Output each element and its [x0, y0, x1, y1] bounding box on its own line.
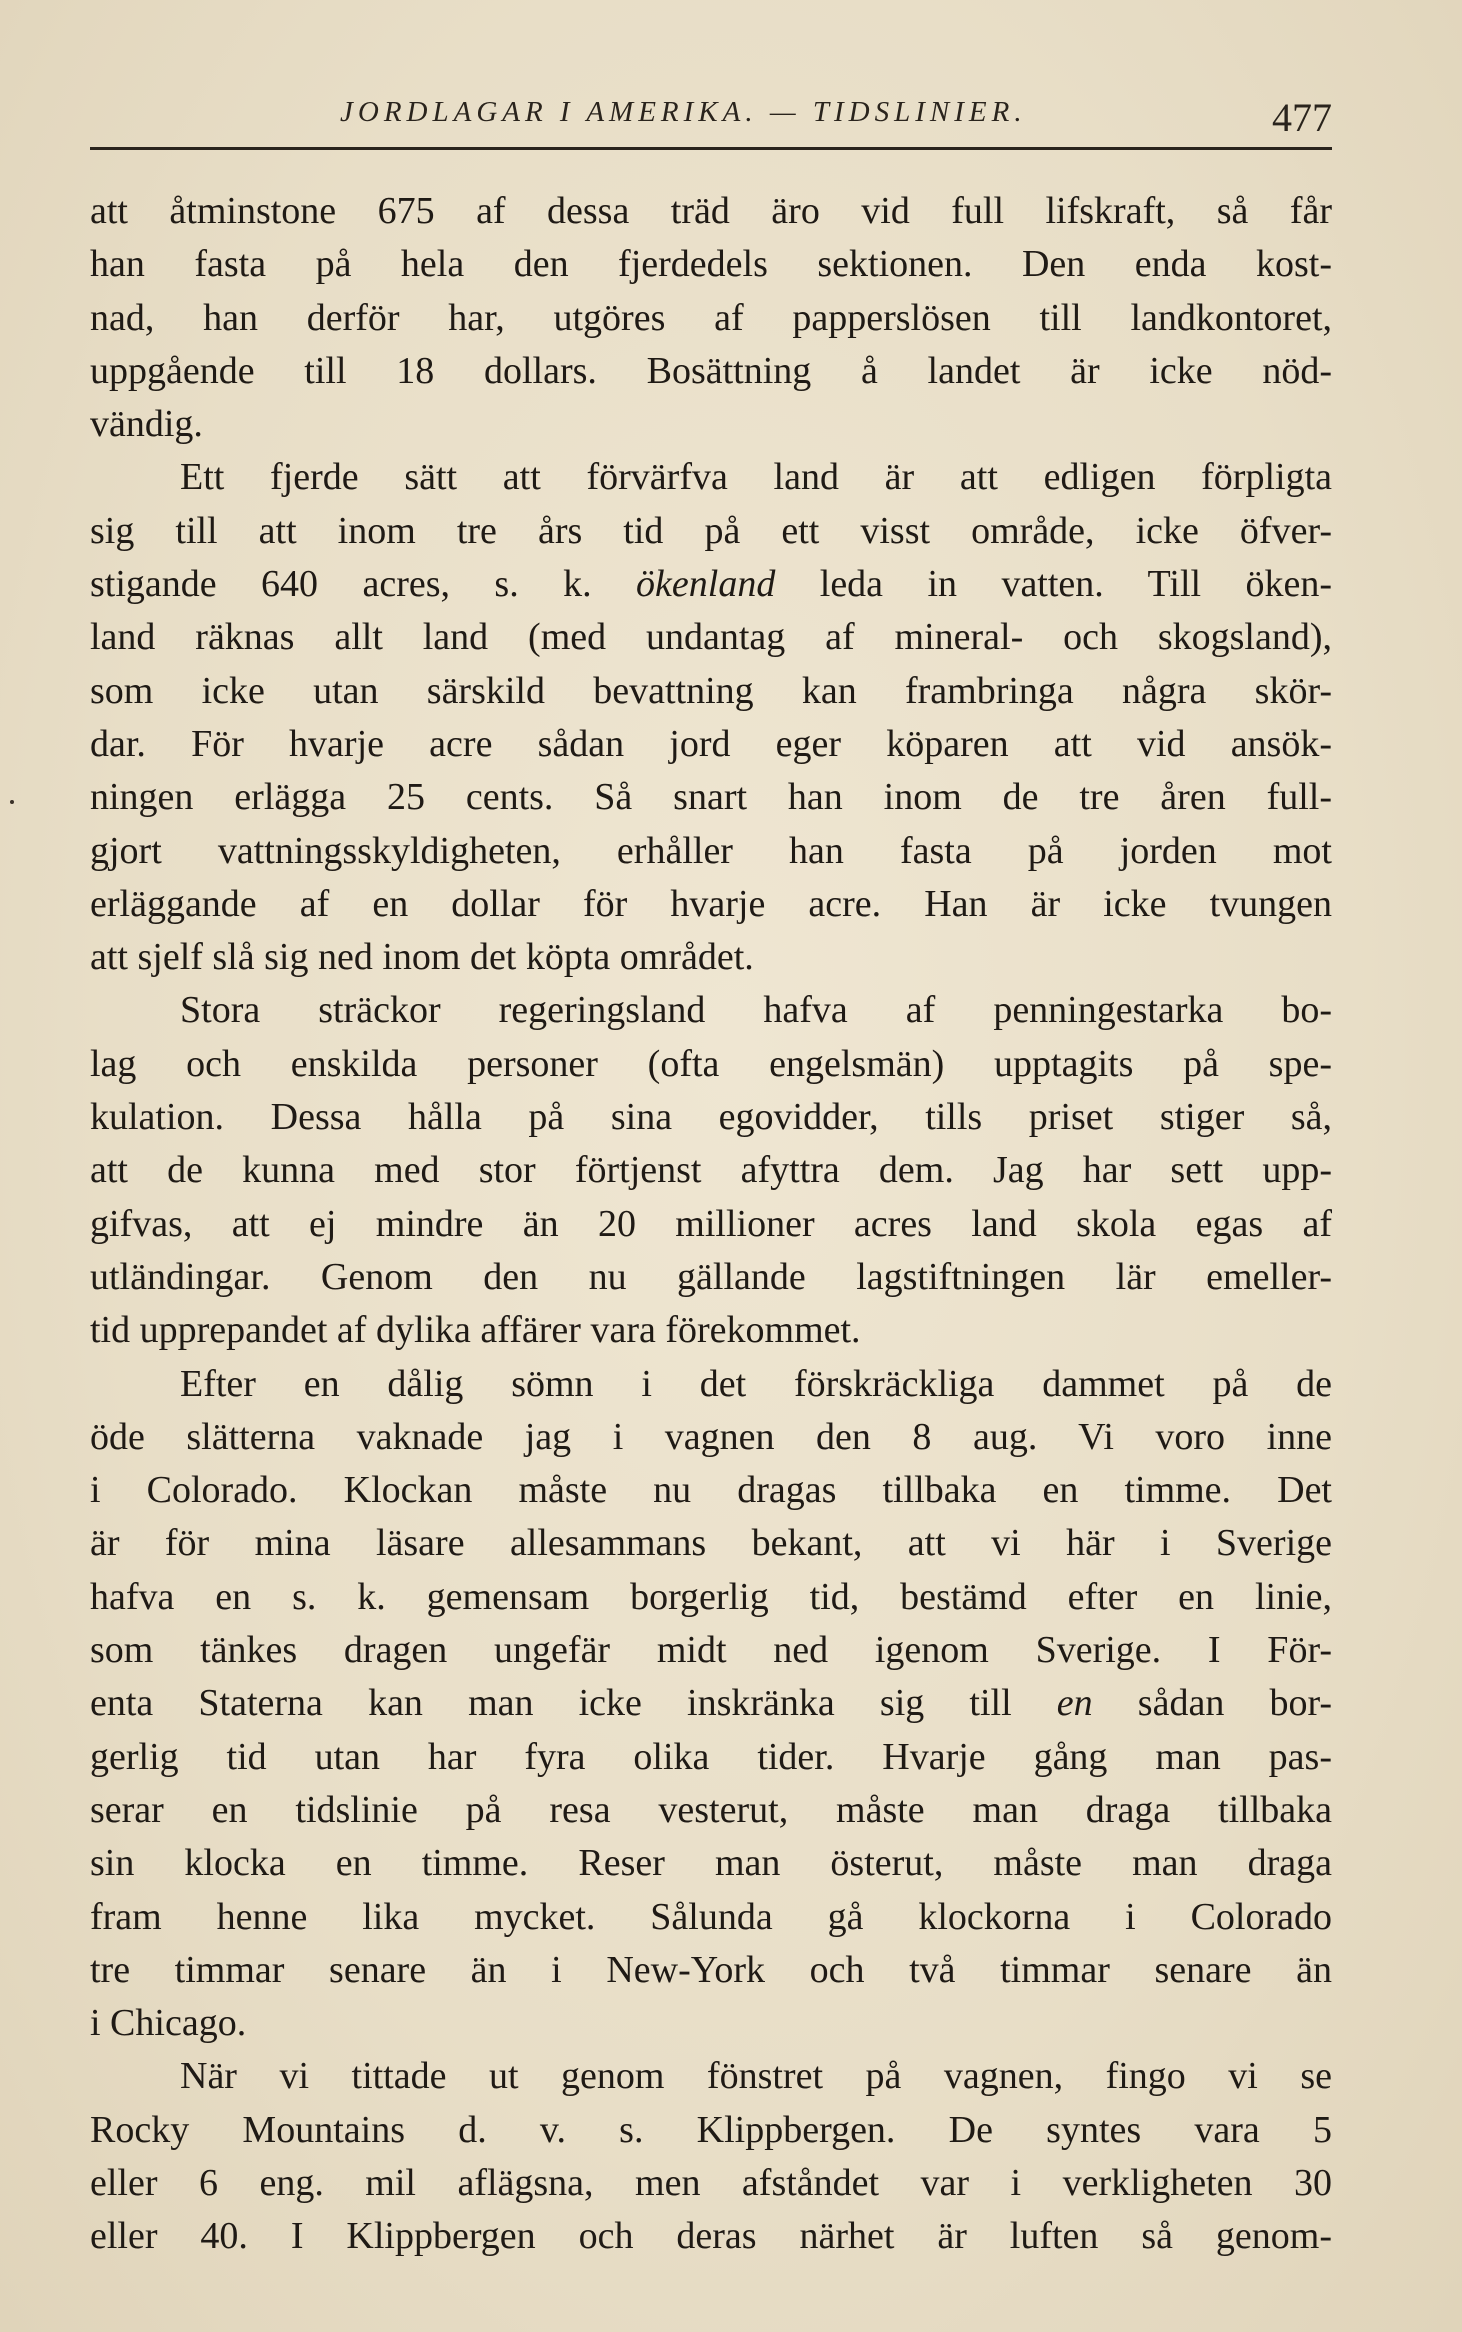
- text-line: som tänkes dragen ungefär midt ned igenom Sverige. I För-: [90, 1629, 1332, 1672]
- text-line: vändig.: [90, 403, 203, 446]
- text-line: kulation. Dessa hålla på sina egovidder, tills priset stiger så,: [90, 1096, 1332, 1139]
- text-line: hafva en s. k. gemensam borgerlig tid, bestämd efter en linie,: [90, 1575, 1332, 1618]
- running-title: JORDLAGAR I AMERIKA. — TIDSLINIER.: [340, 96, 1027, 128]
- text-line: serar en tidslinie på resa vesterut, måste man draga tillbaka: [90, 1788, 1332, 1831]
- body-text: [90, 185, 1332, 2264]
- text-line: som icke utan särskild bevattning kan frambringa några skör-: [90, 669, 1332, 712]
- text-line: han fasta på hela den fjerdedels sektionen. Den enda kost-: [90, 243, 1332, 286]
- text-line: eller 6 eng. mil aflägsna, men afståndet var i verkligheten 30: [90, 2161, 1332, 2204]
- italic-word: en: [1056, 1682, 1093, 1725]
- text-line: erläggande af en dollar för hvarje acre. Han är icke tvungen: [90, 882, 1332, 925]
- text-line: stigande 640 acres, s. k. ökenland leda in vatten. Till öken-: [90, 563, 1332, 606]
- text-line: gjort vattningsskyldigheten, erhåller han fasta på jorden mot: [90, 829, 1332, 872]
- print-speck: [10, 800, 14, 804]
- text-line: Ett fjerde sätt att förvärfva land är att edligen förpligta: [180, 456, 1332, 499]
- page-header: [90, 88, 1332, 148]
- text-line: Efter en dålig sömn i det förskräckliga dammet på de: [180, 1362, 1332, 1405]
- text-line: ningen erlägga 25 cents. Så snart han inom de tre åren full-: [90, 776, 1332, 819]
- text-line: uppgående till 18 dollars. Bosättning å landet är icke nöd-: [90, 349, 1332, 392]
- text-line: Rocky Mountains d. v. s. Klippbergen. De syntes vara 5: [90, 2108, 1332, 2151]
- text-line: att åtminstone 675 af dessa träd äro vid full lifskraft, så får: [90, 190, 1332, 232]
- text-line: utländingar. Genom den nu gällande lagstiftningen lär emeller-: [90, 1255, 1332, 1298]
- page-number: 477: [1272, 95, 1332, 140]
- text-line: i Chicago.: [90, 2002, 247, 2045]
- text-line: gerlig tid utan har fyra olika tider. Hvarje gång man pas-: [90, 1735, 1332, 1778]
- text-line: nad, han derför har, utgöres af papperslösen till landkontoret,: [90, 296, 1332, 339]
- text-line: att sjelf slå sig ned inom det köpta området.: [90, 936, 754, 979]
- text-line: Stora sträckor regeringsland hafva af penningestarka bo-: [180, 989, 1332, 1032]
- text-line: tre timmar senare än i New-York och två timmar senare än: [90, 1948, 1332, 1991]
- text-line: enta Staterna kan man icke inskränka sig till en sådan bor-: [90, 1682, 1332, 1725]
- text-line: eller 40. I Klippbergen och deras närhet är luften så genom-: [90, 2215, 1332, 2258]
- text-line: i Colorado. Klockan måste nu dragas tillbaka en timme. Det: [90, 1469, 1332, 1512]
- text-line: gifvas, att ej mindre än 20 millioner acres land skola egas af: [90, 1202, 1332, 1245]
- text-line: att de kunna med stor förtjenst afyttra dem. Jag har sett upp-: [90, 1149, 1332, 1192]
- text-line: land räknas allt land (med undantag af mineral- och skogsland),: [90, 616, 1332, 659]
- text-line: öde slätterna vaknade jag i vagnen den 8 aug. Vi voro inne: [90, 1415, 1332, 1458]
- text-line: fram henne lika mycket. Sålunda gå klockorna i Colorado: [90, 1895, 1332, 1938]
- italic-word: ökenland: [636, 563, 776, 606]
- header-rule: [90, 147, 1332, 150]
- text-line: dar. För hvarje acre sådan jord eger köparen att vid ansök-: [90, 722, 1332, 765]
- text-line: sig till att inom tre års tid på ett visst område, icke öfver-: [90, 509, 1332, 552]
- text-line: När vi tittade ut genom fönstret på vagnen, fingo vi se: [180, 2055, 1332, 2098]
- text-line: tid upprepandet af dylika affärer vara förekommet.: [90, 1309, 861, 1352]
- text-line: är för mina läsare allesammans bekant, att vi här i Sverige: [90, 1522, 1332, 1565]
- text-line: lag och enskilda personer (ofta engelsmän) upptagits på spe-: [90, 1042, 1332, 1085]
- text-line: sin klocka en timme. Reser man österut, måste man draga: [90, 1842, 1332, 1885]
